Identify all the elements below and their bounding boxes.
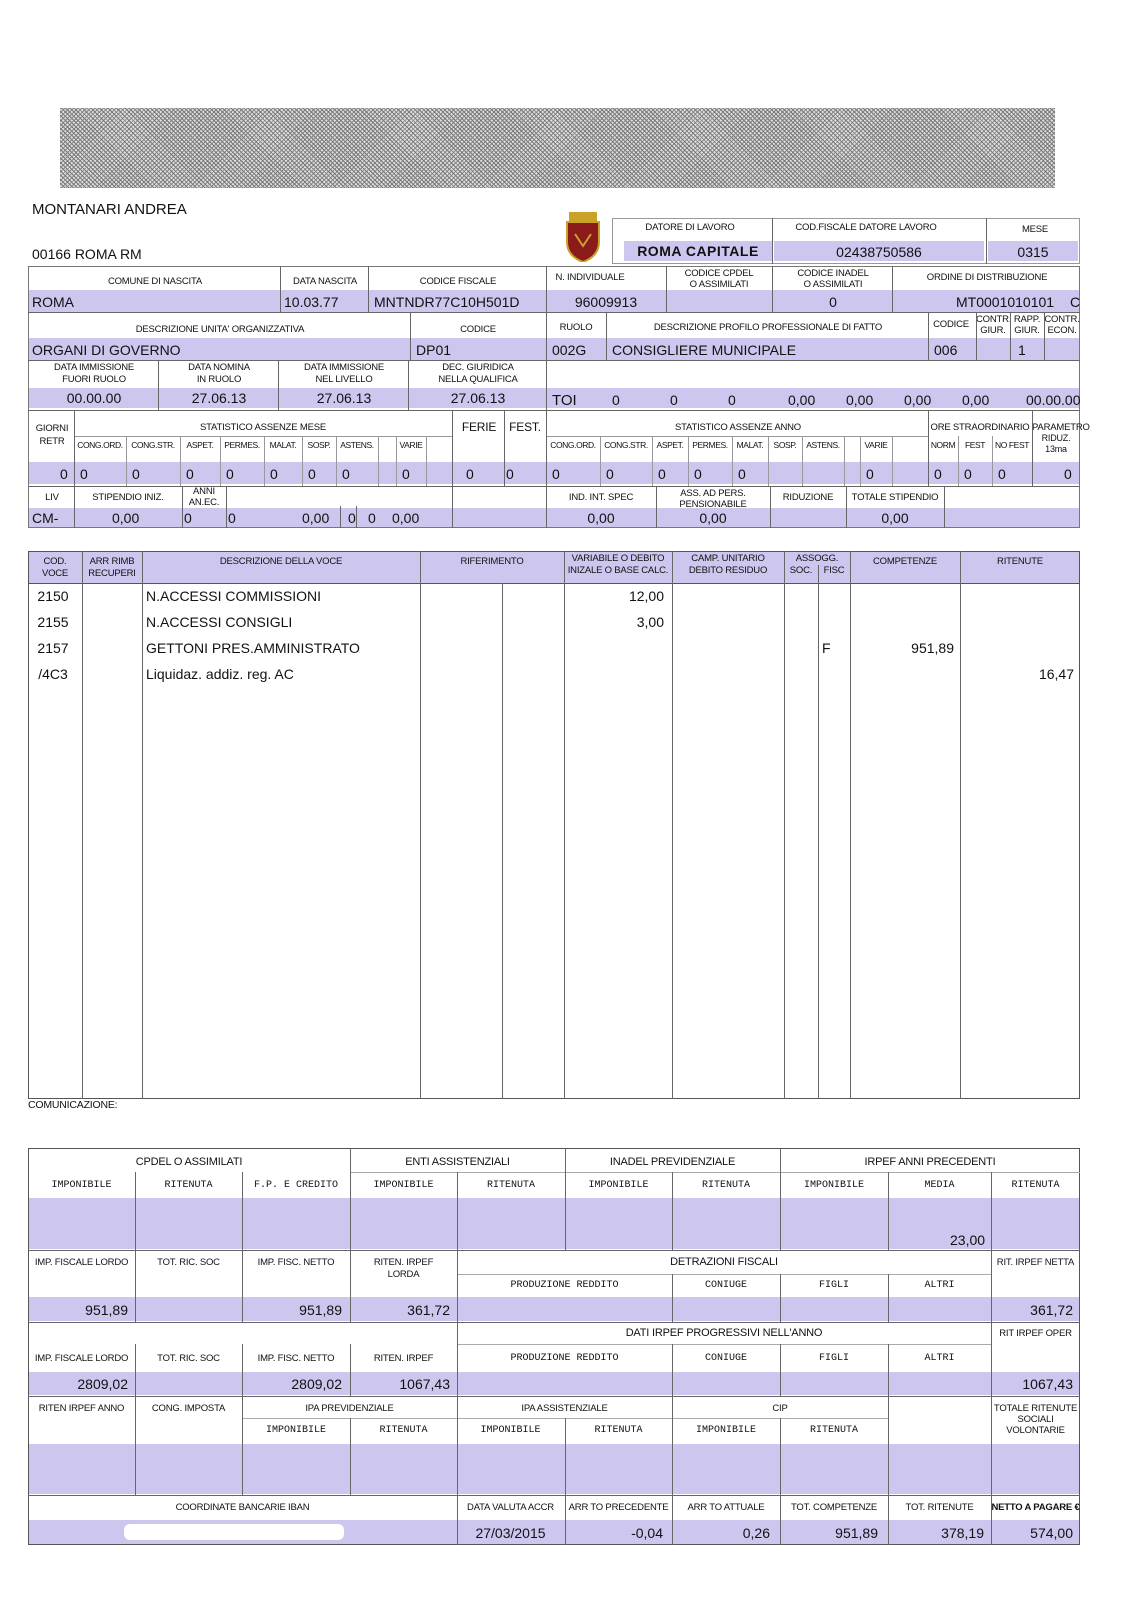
netto-label: NETTO A PAGARE €	[991, 1502, 1080, 1513]
codice-profilo-label: CODICE	[933, 319, 969, 330]
camp-unitario-label-1: CAMP. UNITARIO	[691, 553, 765, 564]
voce-competenze: 951,89	[911, 640, 954, 656]
rit-lorda-label-1: RITEN. IRPEF	[373, 1257, 434, 1268]
voci-table	[28, 551, 1080, 1099]
ipa-ass-ritenuta-label: RITENUTA	[594, 1425, 643, 1436]
iban-label: COORDINATE BANCARIE IBAN	[175, 1502, 310, 1513]
enti-imponibile-label: IMPONIBILE	[373, 1180, 434, 1191]
prog-figli-label: FIGLI	[818, 1353, 849, 1364]
mese-col-value: 0	[80, 466, 88, 482]
tot-rit-soc-label-2: SOCIALI VOLONTARIE	[1006, 1414, 1065, 1436]
mese-col-value: 0	[186, 466, 194, 482]
data-nascita-label: DATA NASCITA	[292, 276, 358, 287]
ind-spec-label: IND. INT. SPEC	[568, 492, 634, 503]
inadel-code: 0	[829, 294, 837, 310]
r2-rit: 1067,43	[399, 1376, 450, 1392]
giorni-retr: 0	[60, 466, 68, 482]
arr-prec: -0,04	[631, 1525, 663, 1541]
rit-netta-label: RIT. IRPEF NETTA	[996, 1257, 1075, 1268]
employer-cf: 02438750586	[836, 244, 922, 260]
anno-col-label: VARIE	[864, 440, 888, 450]
r1-netto: 951,89	[299, 1302, 342, 1318]
imm-livello-label-1: DATA IMMISSIONE	[303, 362, 385, 373]
voce-code: 2150	[37, 588, 69, 604]
employee-address: 00166 ROMA RM	[32, 246, 142, 262]
nomina-label-2: IN RUOLO	[196, 374, 242, 385]
ferie-label: FERIE	[461, 420, 497, 434]
ordine-suffix: C	[1070, 294, 1081, 310]
voce-code: 2155	[37, 614, 69, 630]
detr-altri-label: ALTRI	[924, 1280, 955, 1291]
cpdel-fp-label: F.P. E CREDITO	[253, 1180, 338, 1191]
anno-col-label: SOSP.	[773, 440, 797, 450]
imm-fuori-label-2: FUORI RUOLO	[62, 374, 126, 385]
ore-col-value: 0	[934, 466, 942, 482]
inadel-prev-label: INADEL PREVIDENZIALE	[609, 1156, 736, 1168]
tot-rit-soc-label-1: TOTALE RITENUTE	[993, 1403, 1078, 1414]
anno-col-value: 0	[658, 466, 666, 482]
liv: CM-	[32, 510, 59, 526]
codice-unita: DP01	[416, 342, 452, 358]
profilo: CONSIGLIERE MUNICIPALE	[612, 342, 797, 358]
comune-nascita-label: COMUNE DI NASCITA	[107, 276, 203, 287]
anno-col-value: 0	[694, 466, 702, 482]
ipa-prev-label: IPA PREVIDENZIALE	[305, 1403, 394, 1414]
comunicazione-label: COMUNICAZIONE:	[28, 1099, 118, 1111]
tot-comp-label: TOT. COMPETENZE	[790, 1502, 878, 1513]
row3-v2: 0	[670, 392, 678, 408]
row3-v6: 0,00	[904, 392, 932, 408]
rit-anno-label: RITEN IRPEF ANNO	[38, 1403, 125, 1414]
arr-att-label: ARR TO ATTUALE	[687, 1502, 765, 1513]
employer-label: DATORE DI LAVORO	[645, 222, 735, 233]
anno-col-value: 0	[866, 466, 874, 482]
inadel-ritenuta-label: RITENUTA	[701, 1180, 750, 1191]
cpdel-label: CPDEL O ASSIMILATI	[135, 1156, 243, 1168]
ass-pers-label-1: ASS. AD PERS.	[680, 488, 746, 499]
anni-label-1: ANNI	[193, 486, 215, 497]
stipendio-label: STIPENDIO INIZ.	[92, 492, 164, 503]
ass-pers-label-2: PENSIONABILE	[679, 499, 747, 510]
irpef-imponibile-label: IMPONIBILE	[803, 1180, 864, 1191]
imp-lordo-label-2: IMP. FISCALE LORDO	[34, 1353, 129, 1364]
iban-redacted	[124, 1524, 344, 1540]
assogg-soc-label: SOC.	[789, 565, 813, 576]
imp-netto-label-2: IMP. FISC. NETTO	[257, 1353, 335, 1364]
ipa-prev-ritenuta-label: RITENUTA	[379, 1425, 428, 1436]
r1-rit-netta: 361,72	[1030, 1302, 1073, 1318]
giorni-label-1: GIORNI	[35, 423, 69, 434]
ind-spec: 0,00	[587, 510, 615, 526]
voce-description: N.ACCESSI CONSIGLI	[146, 614, 293, 630]
voce-ritenute: 16,47	[1038, 666, 1074, 682]
imm-fuori: 00.00.00	[66, 390, 122, 406]
row5-vb: 0,00	[302, 510, 330, 526]
detrazioni-label: DETRAZIONI FISCALI	[670, 1256, 778, 1268]
mese-col-label: PERMES.	[224, 440, 260, 450]
parametro-label-1: PARAMETRO	[1032, 422, 1090, 433]
voce-variabile: 12,00	[628, 588, 664, 604]
ipa-ass-label: IPA ASSISTENZIALE	[521, 1403, 608, 1414]
mese-col-value: 0	[226, 466, 234, 482]
detr-figli-label: FIGLI	[818, 1280, 849, 1291]
r1-rit-lorda: 361,72	[407, 1302, 450, 1318]
irpef-media-label: MEDIA	[924, 1180, 955, 1191]
totale-stipendio-label: TOTALE STIPENDIO	[851, 492, 939, 503]
nomina-label-1: DATA NOMINA	[188, 362, 250, 373]
row3-v5: 0,00	[846, 392, 874, 408]
unita-label: DESCRIZIONE UNITA' ORGANIZZATIVA	[135, 324, 305, 335]
codice-unita-label: CODICE	[460, 324, 496, 335]
cod-voce-label-1: COD.	[43, 556, 67, 567]
data-valuta: 27/03/2015	[475, 1525, 546, 1541]
r2-netto: 2809,02	[291, 1376, 342, 1392]
rapp-giur: 1	[1018, 342, 1026, 358]
row3-v1: 0	[612, 392, 620, 408]
voce-description: N.ACCESSI COMMISSIONI	[146, 588, 322, 604]
month-value: 0315	[1017, 244, 1049, 260]
cod-voce-label-2: VOCE	[41, 568, 69, 579]
prog-altri-label: ALTRI	[924, 1353, 955, 1364]
contr-giur-label-1: CONTR.	[976, 314, 1012, 325]
anno-col-value: 0	[606, 466, 614, 482]
cpdel-ritenuta-label: RITENUTA	[164, 1180, 213, 1191]
anno-col-label: PERMES.	[692, 440, 728, 450]
irpef-ritenuta-label: RITENUTA	[1011, 1180, 1060, 1191]
cong-imposta-label: CONG. IMPOSTA	[151, 1403, 226, 1414]
enti-label: ENTI ASSISTENZIALI	[405, 1156, 510, 1168]
contr-giur-label-2: GIUR.	[980, 325, 1006, 336]
mese-col-value: 0	[402, 466, 410, 482]
detr-coniuge-label: CONIUGE	[704, 1280, 747, 1291]
tot-ric-label-2: TOT. RIC. SOC	[157, 1353, 220, 1364]
dati-prog-label: DATI IRPEF PROGRESSIVI NELL'ANNO	[625, 1327, 823, 1339]
stat-mese-label: STATISTICO ASSENZE MESE	[200, 422, 326, 433]
r2-rit-oper: 1067,43	[1022, 1376, 1073, 1392]
r1-lordo: 951,89	[85, 1302, 128, 1318]
row3-v4: 0,00	[788, 392, 816, 408]
row5-va: 0	[228, 510, 236, 526]
ass-pers: 0,00	[699, 510, 727, 526]
riduzione-label: RIDUZIONE	[782, 492, 834, 503]
voce-fisc: F	[822, 640, 831, 656]
row3-v7: 0,00	[962, 392, 990, 408]
ore-col-label: FEST	[964, 440, 986, 450]
toi: TOI	[552, 392, 577, 409]
anno-col-label: MALAT.	[736, 440, 764, 450]
imm-livello-label-2: NEL LIVELLO	[315, 374, 373, 385]
data-valuta-label: DATA VALUTA ACCR	[467, 1502, 554, 1513]
contr-econ-label-2: ECON.	[1047, 325, 1077, 336]
employee-name: MONTANARI ANDREA	[32, 201, 187, 218]
descrizione-voce-label: DESCRIZIONE DELLA VOCE	[219, 556, 343, 567]
assogg-label: ASSOGG.	[795, 553, 839, 564]
unita-organizzativa: ORGANI DI GOVERNO	[32, 342, 181, 358]
rapp-giur-label-2: GIUR.	[1014, 325, 1040, 336]
cpdel-imponibile-label: IMPONIBILE	[51, 1180, 112, 1191]
cip-ritenuta-label: RITENUTA	[809, 1425, 858, 1436]
ordine-label: ORDINE DI DISTRIBUZIONE	[926, 272, 1048, 283]
mese-col-label: ASTENS.	[340, 440, 374, 450]
nomina: 27.06.13	[191, 390, 247, 406]
mese-col-value: 0	[270, 466, 278, 482]
mese-col-label: SOSP.	[307, 440, 331, 450]
codice-profilo: 006	[934, 342, 958, 358]
anno-col-value: 0	[552, 466, 560, 482]
imm-livello: 27.06.13	[316, 390, 372, 406]
tot-competenze: 951,89	[835, 1525, 878, 1541]
rit-lorda-label-2: LORDA	[387, 1269, 420, 1280]
anno-col-label: ASTENS.	[806, 440, 840, 450]
detr-prod-label: PRODUZIONE REDDITO	[510, 1280, 619, 1291]
ipa-ass-imponibile-label: IMPONIBILE	[480, 1425, 541, 1436]
row3-v3: 0	[728, 392, 736, 408]
r2-lordo: 2809,02	[77, 1376, 128, 1392]
competenze-label: COMPETENZE	[873, 556, 937, 567]
mese-col-label: MALAT.	[269, 440, 297, 450]
mese-col-value: 0	[308, 466, 316, 482]
mese-col-value: 0	[132, 466, 140, 482]
cip-imponibile-label: IMPONIBILE	[695, 1425, 756, 1436]
variabile-label-2: INIZALE O BASE CALC.	[567, 565, 669, 576]
prog-prod-label: PRODUZIONE REDDITO	[510, 1353, 619, 1364]
stipendio: 0,00	[112, 510, 140, 526]
inadel-imponibile-label: IMPONIBILE	[588, 1180, 649, 1191]
voce-description: Liquidaz. addiz. reg. AC	[146, 666, 294, 682]
mese-col-label: ASPET.	[186, 440, 214, 450]
inadel-label-2: O ASSIMILATI	[803, 279, 863, 290]
employer-name: ROMA CAPITALE	[637, 243, 759, 259]
ordine-distribuzione: MT0001010101	[956, 294, 1055, 310]
n-individuale: 96009913	[574, 294, 638, 310]
profilo-label: DESCRIZIONE PROFILO PROFESSIONALE DI FATTO	[653, 322, 883, 333]
inadel-label-1: CODICE INADEL	[797, 268, 869, 279]
media-value: 23,00	[950, 1232, 986, 1248]
dec-giuridica: 27.06.13	[450, 390, 506, 406]
arr-rimb-label-1: ARR RIMB	[89, 556, 135, 567]
assogg-fisc-label: FISC	[823, 565, 845, 576]
row3-v8: 00.00.00	[1026, 392, 1081, 408]
ore-col-value: 0	[964, 466, 972, 482]
imm-fuori-label-1: DATA IMMISSIONE	[53, 362, 135, 373]
tot-rit-label: TOT. RITENUTE	[905, 1502, 974, 1513]
anno-col-label: CONG.STR.	[604, 440, 648, 450]
variabile-label-1: VARIABILE O DEBITO	[571, 553, 665, 564]
imp-lordo-label: IMP. FISCALE LORDO	[34, 1257, 129, 1268]
anni-label-2: AN.EC.	[188, 497, 220, 508]
camp-unitario-label-2: DEBITO RESIDUO	[688, 565, 768, 576]
redacted-area	[60, 108, 1055, 188]
voce-variabile: 3,00	[636, 614, 664, 630]
cip-label: CIP	[772, 1403, 788, 1414]
anno-col-label: CONG.ORD.	[550, 440, 596, 450]
anno-col-divider	[844, 436, 845, 486]
cpdel-label-2: O ASSIMILATI	[689, 279, 749, 290]
fest-label: FEST.	[509, 420, 541, 434]
irpef-prec-label: IRPEF ANNI PRECEDENTI	[864, 1156, 996, 1168]
parametro-label-2: RIDUZ. 13ma	[1041, 433, 1071, 454]
contr-econ-label-1: CONTR.	[1044, 314, 1080, 325]
row5-vc: 0	[348, 510, 356, 526]
fest-value: 0	[506, 466, 514, 482]
codice-fiscale: MNTNDR77C10H501D	[374, 294, 520, 310]
prog-coniuge-label: CONIUGE	[704, 1353, 747, 1364]
riferimento-label: RIFERIMENTO	[460, 556, 524, 567]
anno-col-divider	[892, 436, 893, 486]
dec-label-2: NELLA QUALIFICA	[438, 374, 518, 385]
ruolo: 002G	[552, 342, 587, 358]
netto-a-pagare: 574,00	[1030, 1525, 1073, 1541]
mese-col-label: CONG.ORD.	[77, 440, 123, 450]
voce-description: GETTONI PRES.AMMINISTRATO	[146, 640, 360, 656]
mese-col-value: 0	[342, 466, 350, 482]
tot-ritenute: 378,19	[941, 1525, 984, 1541]
cpdel-label-1: CODICE CPDEL	[684, 268, 754, 279]
data-nascita: 10.03.77	[284, 294, 339, 310]
ore-col-value: 0	[998, 466, 1006, 482]
stat-anno-label: STATISTICO ASSENZE ANNO	[675, 422, 801, 433]
liv-label: LIV	[45, 492, 59, 503]
voce-code: 2157	[37, 640, 69, 656]
codice-fiscale-label: CODICE FISCALE	[419, 276, 497, 287]
ore-straord-label: ORE STRAORDINARIO	[930, 422, 1030, 433]
ipa-prev-imponibile-label: IMPONIBILE	[265, 1425, 326, 1436]
rit-oper-label: RIT IRPEF OPER	[999, 1328, 1072, 1339]
n-individuale-label: N. INDIVIDUALE	[555, 272, 625, 283]
voce-code: /4C3	[38, 666, 68, 682]
ritenute-label: RITENUTE	[997, 556, 1043, 567]
enti-ritenuta-label: RITENUTA	[486, 1180, 535, 1191]
month-label: MESE	[1021, 224, 1049, 235]
arr-rimb-label-2: RECUPERI	[88, 568, 136, 579]
comune-nascita: ROMA	[32, 294, 74, 310]
parametro-value: 0	[1064, 466, 1072, 482]
mese-col-label: VARIE	[399, 440, 423, 450]
ore-col-label: NO FEST	[994, 440, 1030, 450]
mese-col-label: CONG.STR.	[131, 440, 175, 450]
row5-vd: 0	[368, 510, 376, 526]
arr-att: 0,26	[742, 1525, 770, 1541]
ore-col-label: NORM	[930, 440, 956, 450]
anno-col-value: 0	[738, 466, 746, 482]
mese-col-divider	[426, 436, 427, 486]
arr-prec-label: ARR TO PRECEDENTE	[568, 1502, 669, 1513]
ferie-value: 0	[466, 466, 474, 482]
imp-netto-label: IMP. FISC. NETTO	[257, 1257, 335, 1268]
anno-col-label: ASPET.	[656, 440, 684, 450]
roma-coat-of-arms-icon	[563, 212, 603, 262]
tot-ric-label: TOT. RIC. SOC	[157, 1257, 220, 1268]
giorni-label-2: RETR	[39, 436, 65, 447]
ruolo-label: RUOLO	[559, 322, 593, 333]
anni: 0	[184, 510, 192, 526]
totale-stipendio: 0,00	[881, 510, 909, 526]
rapp-giur-label-1: RAPP.	[1013, 314, 1041, 325]
mese-col-divider	[378, 436, 379, 486]
employer-cf-label: COD.FISCALE DATORE LAVORO	[795, 222, 937, 233]
rit-irpef-label: RITEN. IRPEF	[373, 1353, 434, 1364]
row5-ve: 0,00	[392, 510, 420, 526]
dec-label-1: DEC. GIURIDICA	[442, 362, 514, 373]
